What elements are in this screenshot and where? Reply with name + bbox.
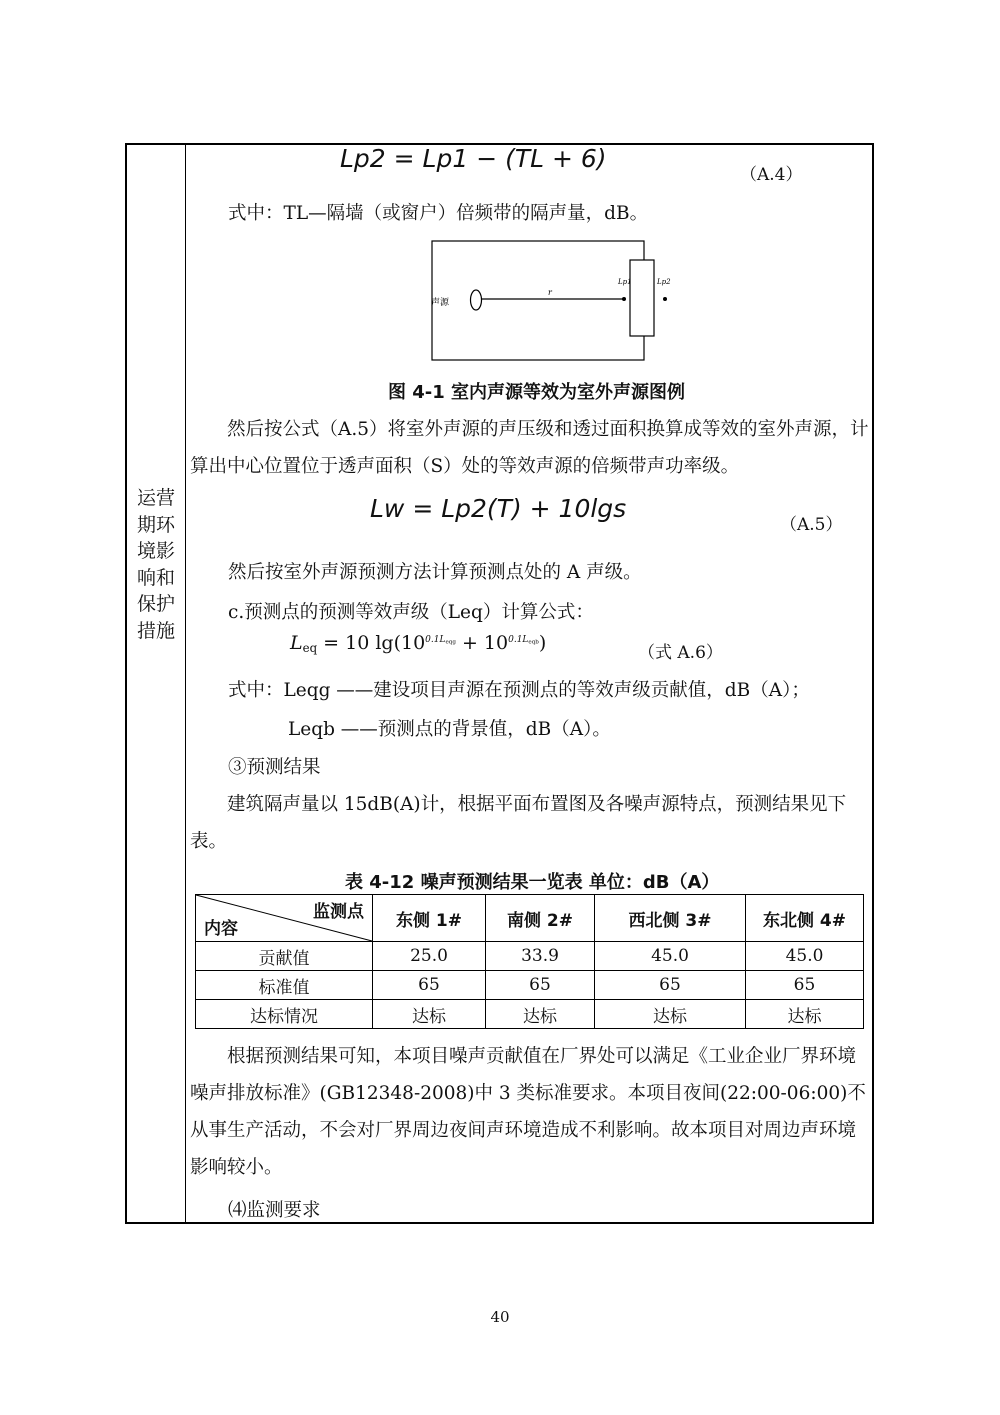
- result-heading: ③预测结果: [228, 757, 321, 778]
- row-label: 标准值: [196, 971, 373, 1000]
- section-label-line: 期环: [136, 513, 175, 536]
- formula-a4-label: （A.4）: [740, 165, 803, 185]
- table-cell: 45.0: [746, 942, 864, 971]
- column-header: 西北侧 3#: [595, 895, 746, 942]
- formula-a6: $L_{eq} = 10$ $\lg(10^{0.1L_{eqg}} + 10^{0.1L_{eqb}})$: [290, 632, 547, 655]
- table-cell: 65: [595, 971, 746, 1000]
- page-number: 40: [490, 1308, 510, 1326]
- paragraph-result: 建筑隔声量以 15dB(A)计，根据平面布置图及各噪声源特点，预测结果见下表。: [190, 794, 847, 852]
- row-label: 贡献值: [196, 942, 373, 971]
- table-cell: 达标: [595, 1000, 746, 1029]
- table-cell: 65: [746, 971, 864, 1000]
- lp2-label: Lp2: [657, 278, 671, 286]
- lp1-label: Lp1: [618, 278, 632, 286]
- figure-caption: 图 4-1 室内声源等效为室外声源图例: [388, 382, 686, 403]
- row-label: 达标情况: [196, 1000, 373, 1029]
- section-label-line: 响和: [136, 566, 175, 589]
- diagram-frame: [432, 241, 644, 360]
- corner-top-label: 监测点: [313, 902, 364, 922]
- table-corner-cell: [196, 895, 373, 942]
- section-label-line: 保护: [136, 593, 175, 615]
- formula-a5: [370, 494, 626, 523]
- paragraph-conclusion: 根据预测结果可知，本项目噪声贡献值在厂界处可以满足《工业企业厂界环境噪声排放标准》(GB12348-2008)中 3 类标准要求。本项目夜间(22:00-06:00)不从事生产活动，不会对厂界周边夜间声环境造成不利影响。故本项目对周边声环境影响较小。: [190, 1046, 866, 1178]
- source-label: 声源: [431, 298, 450, 308]
- point-lp1: [622, 297, 626, 301]
- table-row: [196, 1000, 864, 1029]
- table-cell: 45.0: [595, 942, 746, 971]
- table-cell: 33.9: [486, 942, 595, 971]
- corner-bottom-label: 内容: [204, 919, 238, 939]
- column-header: 东侧 1#: [373, 895, 486, 942]
- table-row: [196, 942, 864, 971]
- paragraph-outdoor: 然后按室外声源预测方法计算预测点处的 A 声级。: [228, 562, 642, 583]
- formula-a4: [340, 144, 607, 173]
- paragraph-c: c.预测点的预测等效声级（Leq）计算公式：: [228, 602, 594, 623]
- column-header: 东北侧 4#: [746, 895, 864, 942]
- noise-result-table: [195, 894, 864, 1029]
- tl-note: 式中：TL—隔墙（或窗户）倍频带的隔声量，dB。: [228, 203, 649, 224]
- section-label-line: 运营: [136, 487, 175, 509]
- table-header-row: [196, 895, 864, 942]
- paragraph-a5: 然后按公式（A.5）将室外声源的声压级和透过面积换算成等效的室外声源，计算出中心位置位于透声面积（S）处的等效声源的倍频带声功率级。: [190, 419, 869, 477]
- table-caption: 表 4-12 噪声预测结果一览表 单位：dB（A）: [345, 872, 720, 893]
- section-label-line: 措施: [136, 619, 175, 642]
- formula-a5-label: （A.5）: [780, 515, 843, 535]
- table-cell: 65: [486, 971, 595, 1000]
- wall: [630, 260, 654, 336]
- source-icon: [471, 290, 482, 310]
- formula-a6-label: （式 A.6）: [638, 643, 723, 663]
- monitoring-heading: ⑷监测要求: [228, 1200, 321, 1221]
- section-label: [127, 485, 185, 644]
- where-leqg: 式中：Leqg ——建设项目声源在预测点的等效声级贡献值，dB（A）；: [228, 680, 810, 701]
- formula-a4-text: Lp2 = Lp1 − (TL + 6): [340, 144, 607, 173]
- sound-source-diagram: [431, 240, 671, 362]
- table-cell: 达标: [373, 1000, 486, 1029]
- section-label-line: 境影: [136, 540, 175, 562]
- table-cell: 65: [373, 971, 486, 1000]
- table-cell: 达标: [746, 1000, 864, 1029]
- point-lp2: [663, 297, 667, 301]
- column-divider: [185, 143, 186, 1224]
- column-header: 南侧 2#: [486, 895, 595, 942]
- formula-a5-text: Lw = Lp2(T) + 10lgs: [370, 494, 627, 523]
- where-leqb: Leqb ——预测点的背景值，dB（A）。: [288, 719, 611, 740]
- table-row: [196, 971, 864, 1000]
- table-cell: 达标: [486, 1000, 595, 1029]
- distance-label: r: [548, 288, 552, 297]
- table-cell: 25.0: [373, 942, 486, 971]
